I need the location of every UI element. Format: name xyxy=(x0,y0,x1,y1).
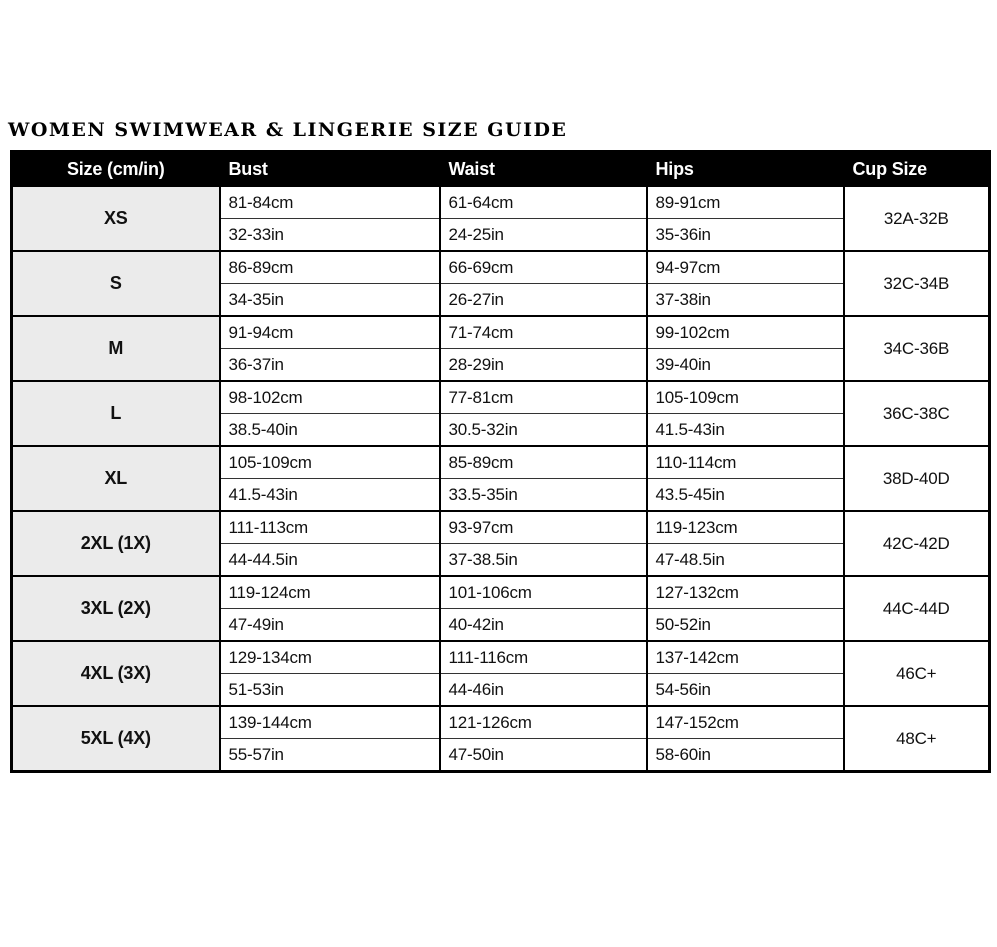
hips-in-value: 58-60in xyxy=(647,739,844,772)
bust-cm-value: 139-144cm xyxy=(220,706,440,739)
bust-cm-value: 86-89cm xyxy=(220,251,440,284)
cup-size-value: 48C+ xyxy=(844,706,990,772)
cup-size-value: 38D-40D xyxy=(844,446,990,511)
hips-in-value: 47-48.5in xyxy=(647,544,844,577)
bust-in-value: 34-35in xyxy=(220,284,440,317)
size-row-cm xyxy=(12,706,990,739)
header-size: Size (cm/in) xyxy=(12,152,220,187)
hips-in-value: 54-56in xyxy=(647,674,844,707)
bust-cm-value: 119-124cm xyxy=(220,576,440,609)
waist-in-value: 28-29in xyxy=(440,349,647,382)
size-label: 5XL (4X) xyxy=(12,706,220,772)
hips-in-value: 39-40in xyxy=(647,349,844,382)
bust-cm-value: 81-84cm xyxy=(220,186,440,219)
waist-cm-value: 85-89cm xyxy=(440,446,647,479)
waist-cm-value: 66-69cm xyxy=(440,251,647,284)
size-label: XL xyxy=(12,446,220,511)
bust-cm-value: 91-94cm xyxy=(220,316,440,349)
size-row-cm xyxy=(12,511,990,544)
header-waist: Waist xyxy=(440,152,647,187)
waist-in-value: 33.5-35in xyxy=(440,479,647,512)
hips-cm-value: 105-109cm xyxy=(647,381,844,414)
bust-cm-value: 129-134cm xyxy=(220,641,440,674)
hips-cm-value: 99-102cm xyxy=(647,316,844,349)
bust-cm-value: 105-109cm xyxy=(220,446,440,479)
waist-in-value: 24-25in xyxy=(440,219,647,252)
waist-cm-value: 111-116cm xyxy=(440,641,647,674)
bust-in-value: 36-37in xyxy=(220,349,440,382)
hips-in-value: 37-38in xyxy=(647,284,844,317)
waist-in-value: 26-27in xyxy=(440,284,647,317)
waist-in-value: 40-42in xyxy=(440,609,647,642)
size-label: 3XL (2X) xyxy=(12,576,220,641)
header-row xyxy=(12,152,990,187)
size-row-cm xyxy=(12,381,990,414)
hips-in-value: 35-36in xyxy=(647,219,844,252)
waist-in-value: 37-38.5in xyxy=(440,544,647,577)
table-header xyxy=(12,152,990,187)
cup-size-value: 34C-36B xyxy=(844,316,990,381)
cup-size-value: 32C-34B xyxy=(844,251,990,316)
header-hips: Hips xyxy=(647,152,844,187)
waist-cm-value: 71-74cm xyxy=(440,316,647,349)
header-cup-size: Cup Size xyxy=(844,152,990,187)
bust-in-value: 32-33in xyxy=(220,219,440,252)
cup-size-value: 32A-32B xyxy=(844,186,990,251)
size-row-cm xyxy=(12,316,990,349)
waist-in-value: 30.5-32in xyxy=(440,414,647,447)
size-row-cm xyxy=(12,641,990,674)
bust-in-value: 41.5-43in xyxy=(220,479,440,512)
waist-cm-value: 93-97cm xyxy=(440,511,647,544)
size-row-cm xyxy=(12,446,990,479)
bust-in-value: 44-44.5in xyxy=(220,544,440,577)
size-row-cm xyxy=(12,186,990,219)
bust-cm-value: 98-102cm xyxy=(220,381,440,414)
hips-cm-value: 89-91cm xyxy=(647,186,844,219)
size-row-cm xyxy=(12,576,990,609)
size-label: XS xyxy=(12,186,220,251)
hips-cm-value: 119-123cm xyxy=(647,511,844,544)
waist-cm-value: 61-64cm xyxy=(440,186,647,219)
bust-in-value: 55-57in xyxy=(220,739,440,772)
hips-in-value: 43.5-45in xyxy=(647,479,844,512)
hips-cm-value: 94-97cm xyxy=(647,251,844,284)
hips-in-value: 50-52in xyxy=(647,609,844,642)
hips-cm-value: 147-152cm xyxy=(647,706,844,739)
size-label: 2XL (1X) xyxy=(12,511,220,576)
cup-size-value: 46C+ xyxy=(844,641,990,706)
bust-in-value: 38.5-40in xyxy=(220,414,440,447)
size-label: 4XL (3X) xyxy=(12,641,220,706)
size-table-body xyxy=(12,186,990,772)
cup-size-value: 36C-38C xyxy=(844,381,990,446)
header-bust: Bust xyxy=(220,152,440,187)
page-title: WOMEN SWIMWEAR & LINGERIE SIZE GUIDE xyxy=(8,119,568,141)
size-guide-table xyxy=(10,150,991,773)
size-label: M xyxy=(12,316,220,381)
bust-in-value: 51-53in xyxy=(220,674,440,707)
waist-in-value: 47-50in xyxy=(440,739,647,772)
size-label: S xyxy=(12,251,220,316)
waist-cm-value: 77-81cm xyxy=(440,381,647,414)
cup-size-value: 44C-44D xyxy=(844,576,990,641)
waist-cm-value: 121-126cm xyxy=(440,706,647,739)
size-label: L xyxy=(12,381,220,446)
waist-cm-value: 101-106cm xyxy=(440,576,647,609)
bust-in-value: 47-49in xyxy=(220,609,440,642)
size-row-cm xyxy=(12,251,990,284)
hips-cm-value: 110-114cm xyxy=(647,446,844,479)
hips-cm-value: 127-132cm xyxy=(647,576,844,609)
hips-in-value: 41.5-43in xyxy=(647,414,844,447)
cup-size-value: 42C-42D xyxy=(844,511,990,576)
waist-in-value: 44-46in xyxy=(440,674,647,707)
hips-cm-value: 137-142cm xyxy=(647,641,844,674)
bust-cm-value: 111-113cm xyxy=(220,511,440,544)
